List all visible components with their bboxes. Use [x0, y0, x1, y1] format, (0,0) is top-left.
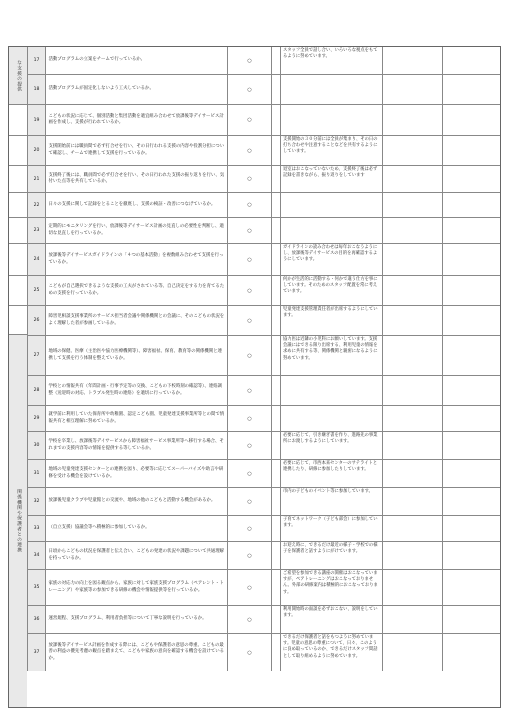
extra-cell — [442, 244, 502, 275]
table-row — [9, 431, 500, 459]
evaluation-item: 家族の対応力の向上を図る観点から、家族に対して家族支援プログラム（ペアレント・トレーニング）や家族等の参加できる研修の機会や情報提供等を行っているか。 — [45, 570, 227, 605]
table-row — [9, 515, 500, 541]
remarks-cell: 子育てネットワーク（子ども部会）に参加しています。 — [280, 516, 382, 541]
extra-cell — [442, 105, 502, 135]
check-mark: ○ — [227, 218, 271, 243]
extra-cell — [442, 488, 502, 515]
check-mark: ○ — [227, 606, 271, 633]
row-number: 21 — [27, 166, 45, 192]
extra-cell — [442, 570, 502, 605]
blank-cell — [271, 606, 280, 633]
extra-cell — [382, 542, 442, 569]
extra-cell — [442, 460, 502, 487]
extra-cell — [382, 244, 442, 275]
remarks-cell: 必要に応じて、引き継ぎ書を作り、進路先の事業所にお渡しするようにしています。 — [280, 432, 382, 459]
remarks-cell: 何かが生活的に活動する・何かで違う仕方を事にしています。そのためのスタッフ配置を常に考えています。 — [280, 276, 382, 305]
extra-cell — [382, 47, 442, 74]
extra-cell — [382, 488, 442, 515]
extra-cell — [382, 276, 442, 305]
row-number: 25 — [27, 276, 45, 305]
check-mark: ○ — [227, 336, 271, 375]
extra-cell — [442, 75, 502, 104]
check-mark: ○ — [227, 47, 271, 74]
blank-cell — [271, 47, 280, 74]
row-number: 24 — [27, 244, 45, 275]
check-mark: ○ — [227, 634, 271, 671]
table-row — [9, 375, 500, 405]
extra-cell — [442, 542, 502, 569]
extra-cell — [382, 570, 442, 605]
extra-cell — [442, 166, 502, 192]
extra-cell — [442, 336, 502, 375]
row-number: 23 — [27, 218, 45, 243]
table-row — [9, 165, 500, 192]
remarks-cell — [280, 218, 382, 243]
extra-cell — [442, 193, 502, 217]
extra-cell — [382, 432, 442, 459]
blank-cell — [271, 570, 280, 605]
check-mark: ○ — [227, 136, 271, 165]
table-row — [9, 135, 500, 165]
extra-cell — [442, 376, 502, 405]
remarks-cell: お迎え時に、できるだけ最近の様子・学校での様子を保護者と話すようにがけています。 — [280, 542, 382, 569]
evaluation-item: 運営規程、支援プログラム、利用者負担等について丁寧な説明を行っているか。 — [45, 606, 227, 633]
row-number: 20 — [27, 136, 45, 165]
extra-cell — [442, 47, 502, 74]
check-mark: ○ — [227, 460, 271, 487]
extra-cell — [442, 516, 502, 541]
extra-cell — [442, 306, 502, 335]
table-row — [9, 305, 500, 335]
row-number: 19 — [27, 105, 45, 135]
blank-cell — [271, 516, 280, 541]
extra-cell — [442, 218, 502, 243]
row-number: 36 — [27, 606, 45, 633]
blank-cell — [271, 75, 280, 104]
extra-cell — [442, 432, 502, 459]
evaluation-item: 活動プログラムが固定化しないよう工夫しているか。 — [45, 75, 227, 104]
row-number: 37 — [27, 634, 45, 671]
remarks-cell: 退室はおこなっていないため、支援終了後は必ず記録を書きながら、振り返りをしています — [280, 166, 382, 192]
check-mark: ○ — [227, 406, 271, 431]
row-number: 32 — [27, 488, 45, 515]
table-row — [9, 459, 500, 487]
remarks-cell — [280, 406, 382, 431]
remarks-cell: 協力医は近隣の小児科にお願いしています。支援会議にはできる限り出席する、利用児童の情報を求めに共有する等、関係機関と親密になるように努めています。 — [280, 336, 382, 375]
evaluation-item: 放課後児童クラブや児童館との交流や、地域の他のこどもと活動する機会があるか。 — [45, 488, 227, 515]
blank-cell — [271, 276, 280, 305]
remarks-cell: ガイドラインの読み合わせは毎年おこなうようにし、放課後等デイサービスの目的を再確認するようにしています。 — [280, 244, 382, 275]
table-row — [9, 243, 500, 275]
remarks-cell: スタッフ全員で話し合い、いろいろな視点をもてるように努めています。 — [280, 47, 382, 74]
evaluation-item: 障害児相談支援事業所のサービス担当者会議や関係機関との会議に、そのこどもの状況をよく理解した者が参画しているか。 — [45, 306, 227, 335]
blank-cell — [271, 432, 280, 459]
remarks-cell: 支援開始の３０分前には全員が集まり、その日の打ち合わせや注意することなどを共有するようにしています。 — [280, 136, 382, 165]
row-number: 34 — [27, 542, 45, 569]
blank-cell — [271, 542, 280, 569]
remarks-cell: 児童発達支援管理責任者が出席するようにしています。 — [280, 306, 382, 335]
row-number: 18 — [27, 75, 45, 104]
extra-cell — [442, 634, 502, 671]
table-row — [9, 104, 500, 135]
blank-cell — [271, 105, 280, 135]
blank-cell — [271, 460, 280, 487]
extra-cell — [382, 406, 442, 431]
check-mark: ○ — [227, 376, 271, 405]
table-row — [9, 74, 500, 104]
row-number: 17 — [27, 47, 45, 74]
check-mark: ○ — [227, 193, 271, 217]
remarks-cell: 市内の子どものイベント等に参加しています。 — [280, 488, 382, 515]
table-row — [9, 633, 500, 671]
evaluation-item: 学校を卒業し、放課後等デイサービスから障害福祉サービス事業所等へ移行する場合、それまでの支援内容等の情報を提供する等しているか。 — [45, 432, 227, 459]
blank-cell — [271, 166, 280, 192]
table-row — [9, 405, 500, 431]
extra-cell — [382, 75, 442, 104]
table-row — [9, 192, 500, 217]
check-mark: ○ — [227, 276, 271, 305]
check-mark: ○ — [227, 432, 271, 459]
table-row — [9, 335, 500, 375]
check-mark: ○ — [227, 542, 271, 569]
evaluation-item: （自立支援）協議会等へ積極的に参加しているか。 — [45, 516, 227, 541]
blank-cell — [271, 306, 280, 335]
remarks-cell — [280, 105, 382, 135]
extra-cell — [442, 606, 502, 633]
row-number: 30 — [27, 432, 45, 459]
extra-cell — [382, 166, 442, 192]
category-label: 関係機関や保護者との連携 — [9, 334, 27, 707]
row-number: 35 — [27, 570, 45, 605]
check-mark: ○ — [227, 75, 271, 104]
evaluation-item: 地域の保健、医療（主治医や協力医療機関等）、障害福祉、保育、教育等の関係機関と連携して支援を行う体制を整えているか。 — [45, 336, 227, 375]
extra-cell — [382, 606, 442, 633]
blank-cell — [271, 634, 280, 671]
blank-cell — [271, 193, 280, 217]
extra-cell — [382, 306, 442, 335]
evaluation-item: 地域の児童発達支援センターとの連携を図り、必要等に応じてスーパーバイズや助言や研修を受ける機会を設けているか。 — [45, 460, 227, 487]
evaluation-item: 学校との情報共有（年間計画・行事予定等の交換、こどもの下校時刻の確認等）、連絡調整（送迎時の対応、トラブル発生時の連絡）を適切に行っているか。 — [45, 376, 227, 405]
extra-cell — [382, 218, 442, 243]
row-number: 33 — [27, 516, 45, 541]
evaluation-item: 就学前に利用していた保育所や幼稚園、認定こども園、児童発達支援事業所等との間で情報共有と相互理解に努めているか。 — [45, 406, 227, 431]
extra-cell — [382, 336, 442, 375]
table-row — [9, 487, 500, 515]
check-mark: ○ — [227, 244, 271, 275]
table-row — [9, 541, 500, 569]
check-mark: ○ — [227, 105, 271, 135]
row-number: 22 — [27, 193, 45, 217]
blank-cell — [271, 136, 280, 165]
extra-cell — [382, 105, 442, 135]
category-label: な支援の提供 — [9, 47, 27, 104]
extra-cell — [382, 634, 442, 671]
evaluation-item: 日々の支援に関して記録をとることを徹底し、支援の検証・改善につなげているか。 — [45, 193, 227, 217]
extra-cell — [382, 516, 442, 541]
evaluation-item: 支援終了後には、職員間で必ず打合せを行い、その日行われた支援の振り返りを行い、気付いた点等を共有しているか。 — [45, 166, 227, 192]
table-row — [9, 605, 500, 633]
evaluation-item: 日頃からこどもの状況を保護者と伝え合い、こどもの発達の状況や課題について共通理解を持っているか。 — [45, 542, 227, 569]
row-number: 27 — [27, 336, 45, 375]
blank-cell — [271, 406, 280, 431]
extra-cell — [442, 406, 502, 431]
blank-cell — [271, 218, 280, 243]
evaluation-item: 放課後等デイサービスガイドラインの「４つの基本活動」を複数組み合わせて支援を行っているか。 — [45, 244, 227, 275]
evaluation-table — [8, 46, 501, 708]
remarks-cell — [280, 376, 382, 405]
row-number: 28 — [27, 376, 45, 405]
evaluation-item: 活動プログラムの立案をチームで行っているか。 — [45, 47, 227, 74]
evaluation-item: 放課後等デイサービス計画を作成する際には、こどもや保護者の意思の尊重、こどもの最善の利益の優先考慮の観点を踏まえて、こどもや家族の意向を確認する機会を設けているか。 — [45, 634, 227, 671]
check-mark: ○ — [227, 488, 271, 515]
remarks-cell — [280, 193, 382, 217]
check-mark: ○ — [227, 570, 271, 605]
row-number: 29 — [27, 406, 45, 431]
row-number: 26 — [27, 306, 45, 335]
table-row — [9, 47, 500, 74]
blank-cell — [271, 376, 280, 405]
remarks-cell — [280, 75, 382, 104]
evaluation-item: 定期的にモニタリングを行い、放課後等デイサービス計画の見直しの必要性を判断し、適切な見直しを行っているか。 — [45, 218, 227, 243]
table-row — [9, 275, 500, 305]
blank-cell — [271, 488, 280, 515]
extra-cell — [442, 136, 502, 165]
blank-cell — [271, 336, 280, 375]
evaluation-item: こどもの状況に応じて、個別活動と集団活動を適宜組み合わせて放課後等デイサービス計画を作成し、支援が行われているか。 — [45, 105, 227, 135]
blank-cell — [271, 244, 280, 275]
check-mark: ○ — [227, 166, 271, 192]
extra-cell — [382, 136, 442, 165]
remarks-cell: ご希望を参加できる講座の開催はおこなっていますが、ペアトレーニングはおこなっておりません。外部の研修案内は積極的におこなっております。 — [280, 570, 382, 605]
extra-cell — [382, 376, 442, 405]
remarks-cell: 必要に応じて、市西本来センターのサテライトと連携したり、研修に参加したりしています。 — [280, 460, 382, 487]
table-row — [9, 217, 500, 243]
evaluation-item: 支援開始前には職員間で必ず打合せを行い、その日行われる支援の内容や役割分担について確認し、チームで連携して支援を行っているか。 — [45, 136, 227, 165]
extra-cell — [382, 460, 442, 487]
remarks-cell: 利用開始時の面談を必ずおこない、説明をしています。 — [280, 606, 382, 633]
row-number: 31 — [27, 460, 45, 487]
evaluation-item: こどもが自己選択できるような支援の工夫がされている等、自己決定をする力を育てるための支援を行っているか。 — [45, 276, 227, 305]
check-mark: ○ — [227, 306, 271, 335]
check-mark: ○ — [227, 516, 271, 541]
extra-cell — [382, 193, 442, 217]
extra-cell — [442, 276, 502, 305]
table-row — [9, 569, 500, 605]
remarks-cell: できるだけ保護者と話をもつように努めています。児童の意思の尊重について、日々、このように良め取っているのか、できるだけスタッフ間話として取り組めるように努めています。 — [280, 634, 382, 671]
